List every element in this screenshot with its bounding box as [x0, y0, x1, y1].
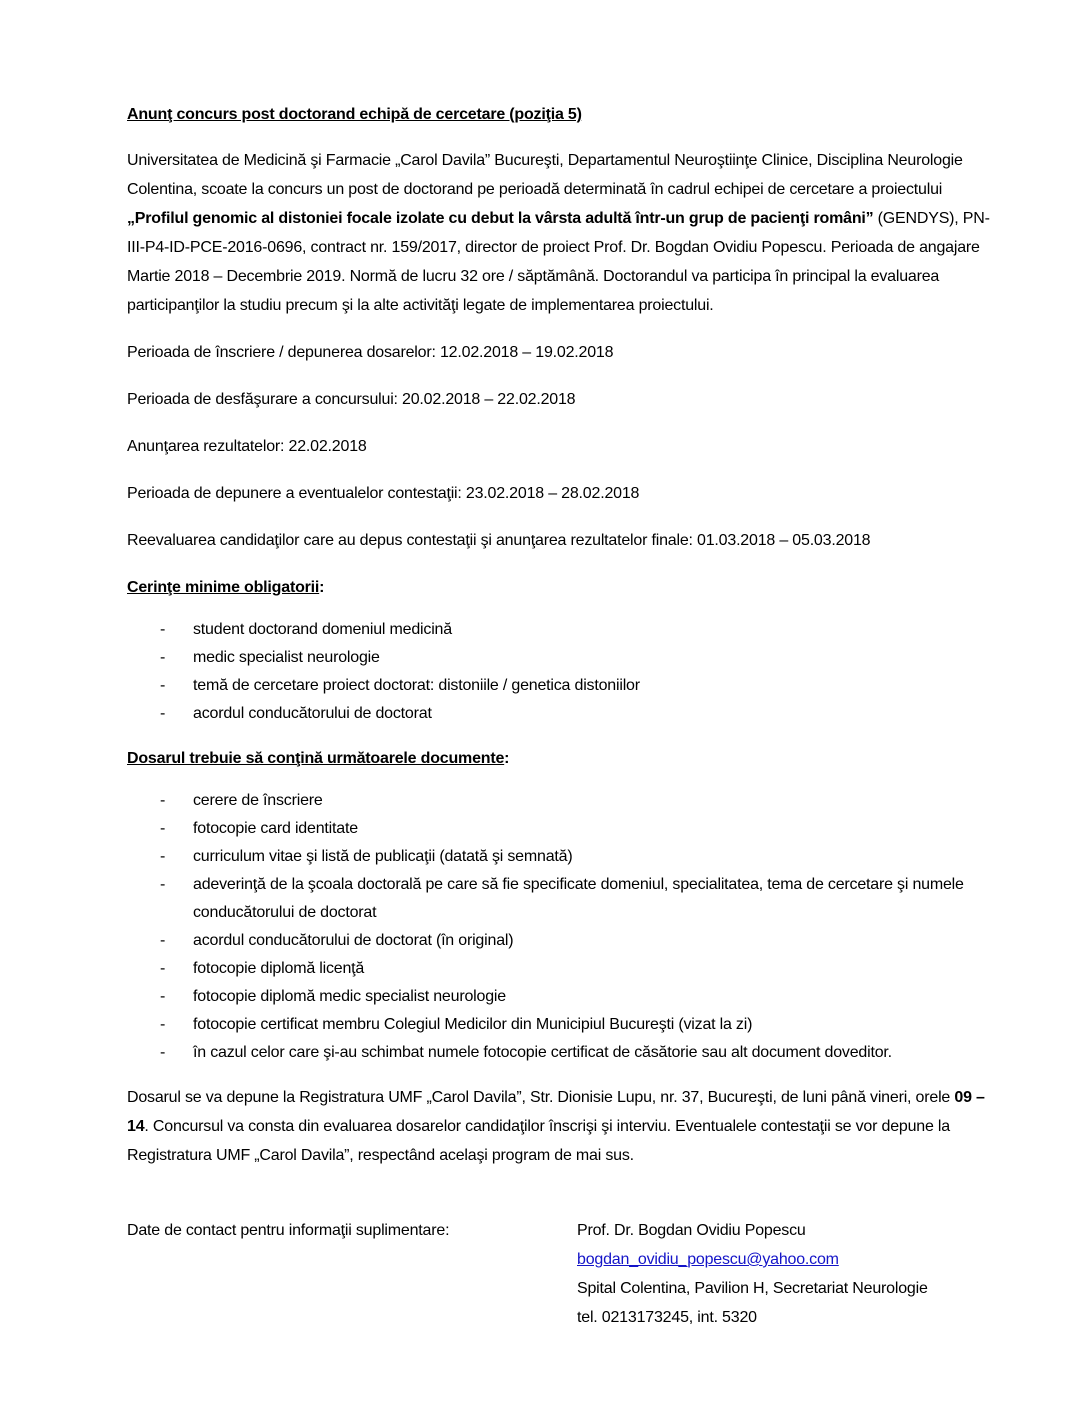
list-item [127, 1039, 992, 1067]
list-item-text: adeverinţă de la şcoala doctorală pe care să fie specificate domeniul, specialitatea, tema de cercetare şi numele conducătorului de doctorat [193, 876, 964, 921]
contact-address: Spital Colentina, Pavilion H, Secretariat Neurologie [577, 1280, 928, 1297]
contact-phone: tel. 0213173245, int. 5320 [577, 1309, 757, 1326]
list-item [127, 815, 992, 843]
list-item [127, 616, 992, 644]
dash-bullet: - [160, 848, 166, 865]
page-title [127, 100, 992, 129]
list-item-text: fotocopie card identitate [193, 820, 358, 837]
contact-label: Date de contact pentru informaţii suplimentare: [127, 1222, 450, 1239]
requirements-heading-colon: : [319, 579, 325, 596]
dash-bullet: - [160, 621, 166, 638]
submission-paragraph [127, 1083, 992, 1170]
contact-name: Prof. Dr. Bogdan Ovidiu Popescu [577, 1222, 806, 1239]
submission-part2: . Concursul va consta din evaluarea dosarelor candidaţilor înscrişi şi interviu. Eventualele contestaţii se vor depune la Registratura UMF „Carol Davila”, respectând acelaşi program de mai sus. [127, 1118, 950, 1164]
dash-bullet: - [160, 960, 166, 977]
list-item-text: curriculum vitae şi listă de publicaţii (datată şi semnată) [193, 848, 573, 865]
contact-values [577, 1216, 992, 1332]
page-title-text: Anunţ concurs post doctorand echipă de cercetare (poziţia 5) [127, 106, 582, 123]
intro-part2: (GENDYS), PN-III-P4-ID-PCE-2016-0696, contract nr. 159/2017, director de proiect Prof. Dr. Bogdan Ovidiu Popescu. Perioada de angajare Martie 2018 – Decembrie 2019. Normă de lucru 32 ore / săptămână. Doctorandul va participa în principal la evaluarea participanţilor la studiu precum şi la alte activităţi legate de implementarea proiectului. [127, 210, 990, 314]
list-item [127, 955, 992, 983]
schedule-appeals: Perioada de depunere a eventualelor contestaţii: 23.02.2018 – 28.02.2018 [127, 485, 640, 502]
dash-bullet: - [160, 1044, 166, 1061]
submission-hours: 09 – 14 [127, 1089, 985, 1135]
list-item-text: cerere de înscriere [193, 792, 323, 809]
list-item [127, 843, 992, 871]
list-item-text: fotocopie certificat membru Colegiul Medicilor din Municipiul Bucureşti (vizat la zi) [193, 1016, 753, 1033]
documents-list [127, 787, 992, 1067]
dash-bullet: - [160, 932, 166, 949]
list-item [127, 871, 992, 927]
dash-bullet: - [160, 649, 166, 666]
requirements-list [127, 616, 992, 728]
list-item [127, 672, 992, 700]
submission-part1: Dosarul se va depune la Registratura UMF „Carol Davila”, Str. Dionisie Lupu, nr. 37, Bucureşti, de luni până vineri, orele [127, 1089, 955, 1106]
list-item-text: fotocopie diplomă licenţă [193, 960, 365, 977]
schedule-registration: Perioada de înscriere / depunerea dosarelor: 12.02.2018 – 19.02.2018 [127, 344, 614, 361]
list-item-text: acordul conducătorului de doctorat (în original) [193, 932, 514, 949]
dash-bullet: - [160, 820, 166, 837]
list-item [127, 1011, 992, 1039]
requirements-heading [127, 573, 992, 602]
dash-bullet: - [160, 1016, 166, 1033]
list-item [127, 644, 992, 672]
document-body [127, 100, 992, 1332]
list-item [127, 700, 992, 728]
dash-bullet: - [160, 677, 166, 694]
schedule-results: Anunţarea rezultatelor: 22.02.2018 [127, 438, 367, 455]
intro-part1: Universitatea de Medicină şi Farmacie „Carol Davila” Bucureşti, Departamentul Neuroştiinţe Clinice, Disciplina Neurologie Colentina, scoate la concurs un post de doctorand pe perioadă determinată în cadrul echipei de cercetare a proiectului [127, 152, 963, 198]
documents-heading-colon: : [504, 750, 510, 767]
list-item-text: acordul conducătorului de doctorat [193, 705, 432, 722]
list-item [127, 787, 992, 815]
requirements-heading-text: Cerinţe minime obligatorii [127, 579, 320, 596]
schedule-final-results: Reevaluarea candidaţilor care au depus contestaţii şi anunţarea rezultatelor finale: 01.03.2018 – 05.03.2018 [127, 532, 871, 549]
list-item-text: student doctorand domeniul medicină [193, 621, 452, 638]
dash-bullet: - [160, 792, 166, 809]
dash-bullet: - [160, 705, 166, 722]
dash-bullet: - [160, 988, 166, 1005]
documents-heading [127, 744, 992, 773]
intro-paragraph [127, 146, 992, 320]
list-item [127, 983, 992, 1011]
contact-email-row [577, 1245, 992, 1274]
list-item [127, 927, 992, 955]
email-link[interactable]: bogdan_ovidiu_popescu@yahoo.com [577, 1251, 839, 1268]
dash-bullet: - [160, 876, 166, 893]
contact-section [127, 1216, 992, 1332]
schedule-contest: Perioada de desfăşurare a concursului: 20.02.2018 – 22.02.2018 [127, 391, 576, 408]
list-item-text: în cazul celor care şi-au schimbat numele fotocopie certificat de căsătorie sau alt document doveditor. [193, 1044, 892, 1061]
list-item-text: fotocopie diplomă medic specialist neurologie [193, 988, 506, 1005]
list-item-text: medic specialist neurologie [193, 649, 380, 666]
project-title: „Profilul genomic al distoniei focale izolate cu debut la vârsta adultă într-un grup de pacienţi români” [127, 210, 874, 227]
documents-heading-text: Dosarul trebuie să conţină următoarele documente [127, 750, 505, 767]
list-item-text: temă de cercetare proiect doctorat: distoniile / genetica distoniilor [193, 677, 640, 694]
